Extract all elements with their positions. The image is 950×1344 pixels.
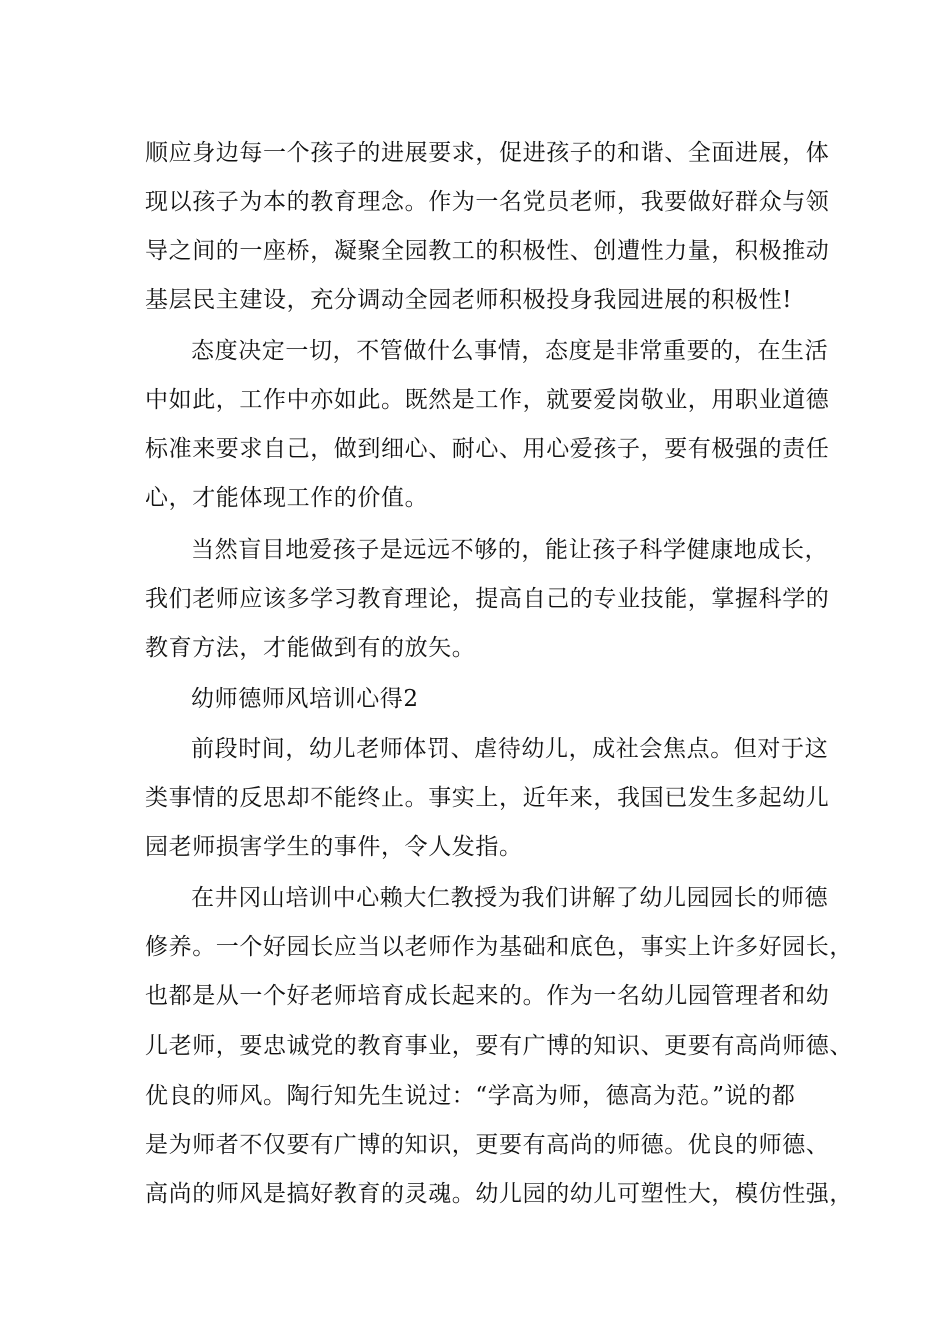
text-line: 类事情的反思却不能终止。事实上，近年来，我国已发生多起幼儿 (145, 785, 830, 811)
text-line: 优良的师风。陶行知先生说过：“学高为师，德高为范。”说的都 (145, 1083, 796, 1109)
text-line: 儿老师，要忠诚党的教育事业，要有广博的知识、更要有高尚师德、 (145, 1033, 853, 1059)
text-line: 顺应身边每一个孩子的进展要求，促进孩子的和谐、全面进展，体 (145, 140, 830, 166)
text-line: 也都是从一个好老师培育成长起来的。作为一名幼儿园管理者和幼 (145, 983, 830, 1009)
paragraph-start-line: 当然盲目地爱孩子是远远不够的，能让孩子科学健康地成长， (191, 537, 829, 563)
section-heading: 幼师德师风培训心得2 (191, 686, 419, 712)
text-line: 心，才能体现工作的价值。 (145, 485, 429, 511)
text-line: 标准来要求自己，做到细心、耐心、用心爱孩子，要有极强的责任 (145, 436, 830, 462)
text-line: 是为师者不仅要有广博的知识，更要有高尚的师德。优良的师德、 (145, 1132, 830, 1158)
text-line: 修养。一个好园长应当以老师作为基础和底色，事实上许多好园长， (145, 934, 853, 960)
text-line: 园老师损害学生的事件，令人发指。 (145, 834, 523, 860)
paragraph-start-line: 前段时间，幼儿老师体罚、虐待幼儿，成社会焦点。但对于这 (191, 736, 829, 762)
text-line: 基层民主建设，充分调动全园老师积极投身我园进展的积极性! (145, 287, 793, 313)
text-line: 高尚的师风是搞好教育的灵魂。幼儿园的幼儿可塑性大，模仿性强， (145, 1181, 853, 1207)
text-line: 我们老师应该多学习教育理论，提高自己的专业技能，掌握科学的 (145, 586, 830, 612)
text-line: 现以孩子为本的教育理念。作为一名党员老师，我要做好群众与领 (145, 189, 830, 215)
paragraph-start-line: 在井冈山培训中心赖大仁教授为我们讲解了幼儿园园长的师德 (191, 885, 829, 911)
paragraph-start-line: 态度决定一切，不管做什么事情，态度是非常重要的，在生活 (191, 338, 829, 364)
text-line: 导之间的一座桥，凝聚全园教工的积极性、创遭性力量，积极推动 (145, 238, 830, 264)
text-line: 中如此，工作中亦如此。既然是工作，就要爱岗敬业，用职业道德 (145, 387, 830, 413)
text-line: 教育方法，才能做到有的放矢。 (145, 635, 476, 661)
